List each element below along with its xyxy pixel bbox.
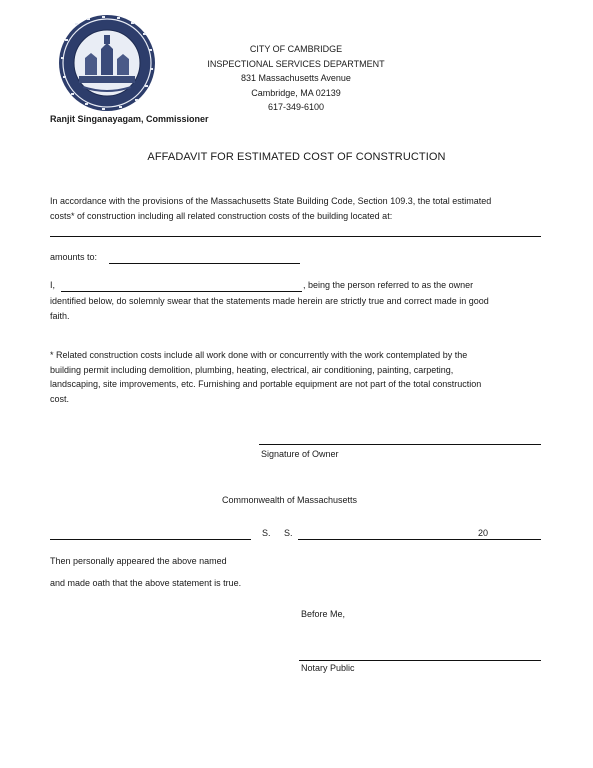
appeared-text: Then personally appeared the above named: [50, 556, 227, 566]
document-title: AFFADAVIT FOR ESTIMATED COST OF CONSTRUCTION: [147, 151, 446, 163]
owner-name-field[interactable]: [61, 291, 302, 292]
notary-signature-field[interactable]: [299, 660, 541, 661]
ss-label-2: S.: [284, 528, 293, 538]
oath-line: faith.: [50, 310, 70, 321]
department-name: INSPECTIONAL SERVICES DEPARTMENT: [207, 58, 385, 69]
oath-line: identified below, do solemnly swear that the statements made herein are strictly true and correct made in good: [50, 296, 489, 306]
city-seal-logo: [57, 13, 157, 113]
county-field[interactable]: [50, 539, 251, 540]
before-me-text: Before Me,: [301, 609, 346, 619]
intro-line: In accordance with the provisions of the Massachusetts State Building Code, Section 109.3, the total estimated: [50, 196, 492, 206]
letterhead: [196, 42, 396, 115]
note-line: * Related construction costs include all work done with or concurrently with the work contemplated by the: [50, 350, 468, 360]
oath-prefix: I,: [50, 280, 56, 290]
note-line: landscaping, site improvements, etc. Furnishing and portable equipment are not part of the total construction: [50, 379, 482, 389]
amount-field[interactable]: [109, 263, 300, 264]
city-state-zip: Cambridge, MA 02139: [251, 87, 341, 98]
commissioner-name: Ranjit Singanayagam, Commissioner: [50, 114, 209, 124]
ss-label-1: S.: [262, 528, 271, 538]
note-line: building permit including demolition, plumbing, heating, electrical, air conditioning, painting, carpeting,: [50, 364, 454, 375]
signature-label: Signature of Owner: [261, 449, 339, 459]
owner-signature-field[interactable]: [259, 444, 541, 445]
notary-label: Notary Public: [301, 663, 355, 673]
year-prefix: 20: [478, 528, 489, 538]
street-address: 831 Massachusetts Avenue: [241, 73, 351, 83]
phone-number: 617-349-6100: [267, 102, 325, 112]
note-line: cost.: [50, 393, 70, 404]
oath-line-suffix: , being the person referred to as the owner: [303, 280, 474, 290]
made-oath-text: and made oath that the above statement is true.: [50, 578, 242, 588]
building-location-field[interactable]: [50, 236, 541, 237]
oath-paragraph: [50, 294, 542, 323]
intro-line: costs* of construction including all related construction costs of the building located at:: [50, 210, 393, 221]
amounts-label: amounts to:: [50, 252, 98, 262]
intro-paragraph: [50, 194, 542, 223]
commonwealth-label: Commonwealth of Massachusetts: [222, 495, 358, 505]
related-costs-note: [50, 348, 542, 406]
date-field[interactable]: [298, 539, 541, 540]
city-name: CITY OF CAMBRIDGE: [249, 44, 343, 54]
